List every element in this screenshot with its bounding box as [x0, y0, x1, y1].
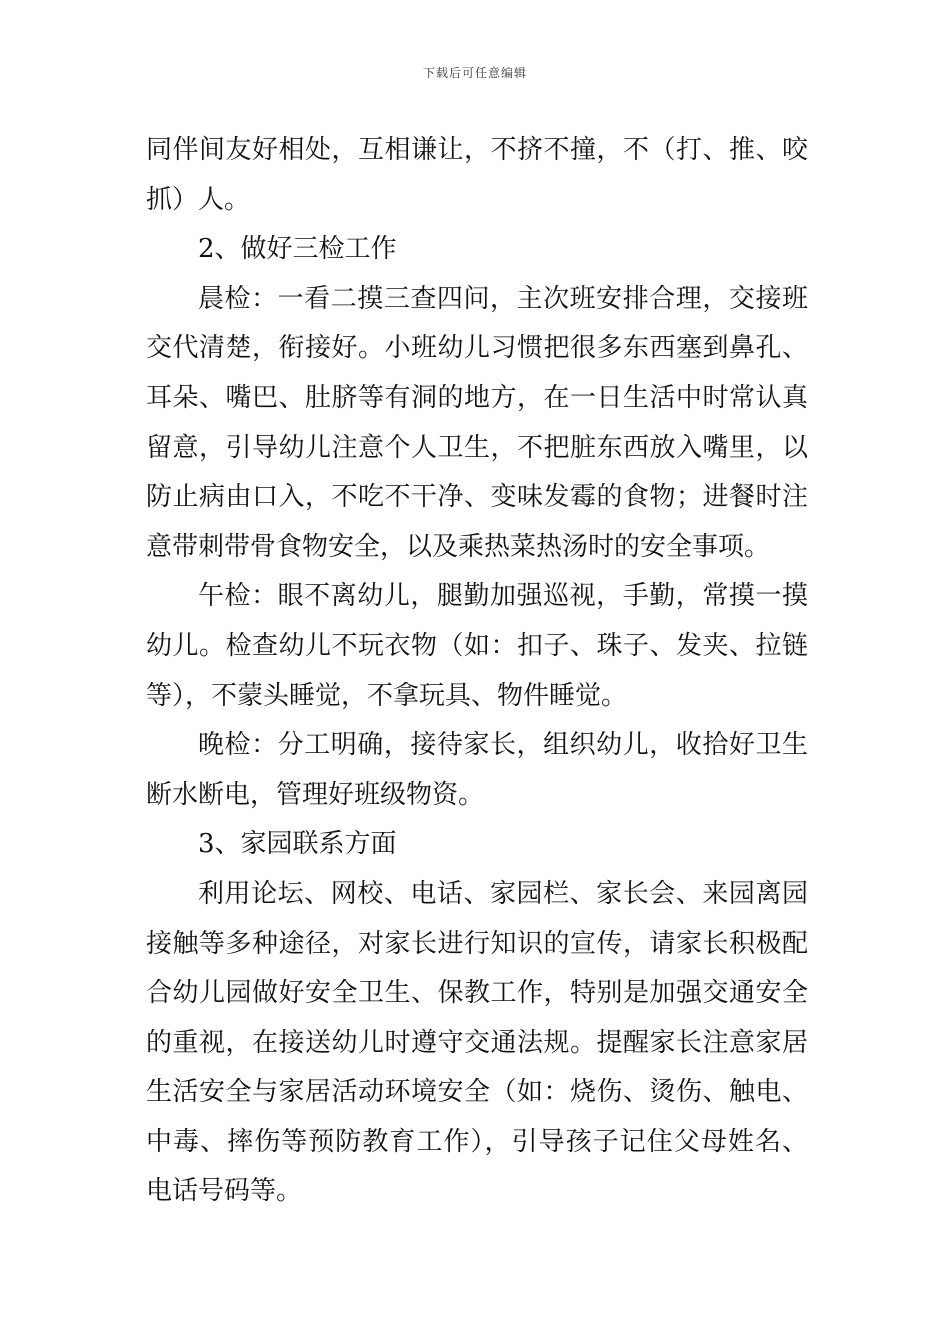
paragraph-home-school-contact: 利用论坛、网校、电话、家园栏、家长会、来园离园接触等多种途径，对家长进行知识的宣传，请家长积极配合幼儿园做好安全卫生、保教工作，特别是加强交通安全的重视，在接送幼儿时遵守交通法规。提醒家长注意家居生活安全与家居活动环境安全（如：烧伤、烫伤、触电、中毒、摔伤等预防教育工作），引导孩子记住父母姓名、电话号码等。	[146, 878, 808, 1207]
paragraph-peer-behavior: 同伴间友好相处，互相谦让，不挤不撞，不（打、推、咬抓）人。	[146, 135, 808, 215]
heading-home-school-contact: 3、家园联系方面	[198, 829, 397, 860]
heading-three-checks: 2、做好三检工作	[198, 234, 397, 265]
paragraph-noon-check: 午检：眼不离幼儿，腿勤加强巡视，手勤，常摸一摸幼儿。检查幼儿不玩衣物（如：扣子、珠子、发夹、拉链等），不蒙头睡觉，不拿玩具、物件睡觉。	[146, 581, 808, 711]
paragraph-morning-check: 晨检：一看二摸三查四问，主次班安排合理，交接班交代清楚，衔接好。小班幼儿习惯把很多东西塞到鼻孔、耳朵、嘴巴、肚脐等有洞的地方，在一日生活中时常认真留意，引导幼儿注意个人卫生，不把脏东西放入嘴里，以防止病由口入，不吃不干净、变味发霉的食物；进餐时注意带刺带骨食物安全，以及乘热菜热汤时的安全事项。	[146, 283, 808, 562]
paragraph-evening-check: 晚检：分工明确，接待家长，组织幼儿，收拾好卫生断水断电，管理好班级物资。	[146, 730, 808, 810]
document-body	[146, 126, 808, 1217]
page-header: 下载后可任意编辑	[422, 66, 527, 80]
